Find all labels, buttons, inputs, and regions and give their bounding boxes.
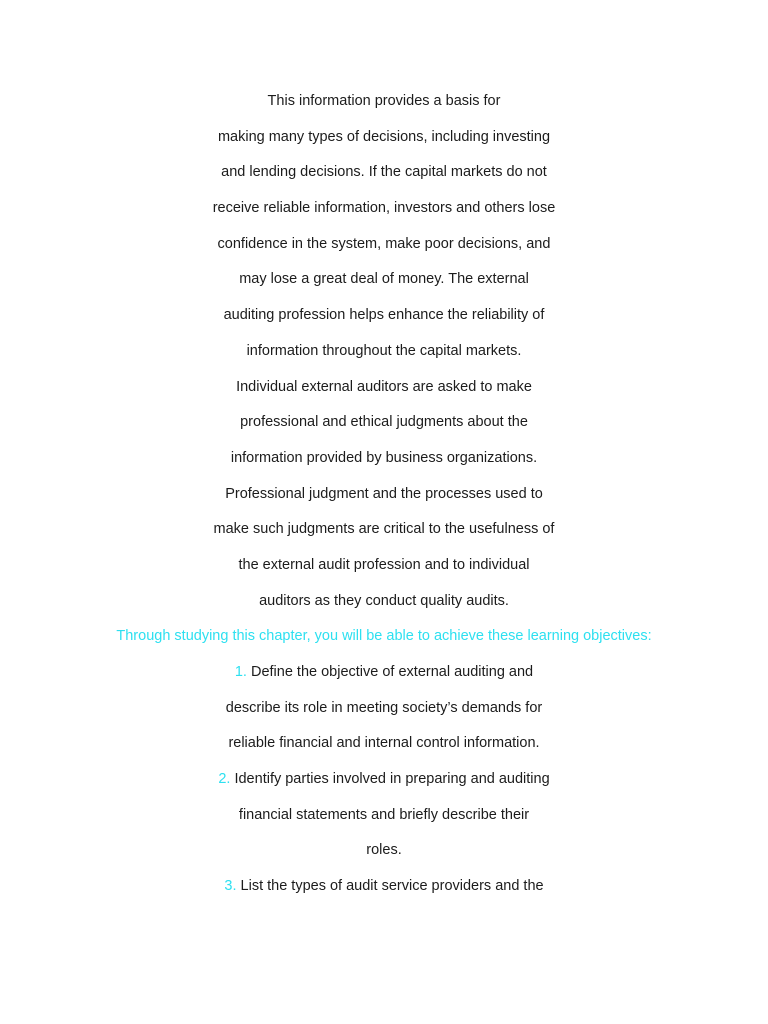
text-line: professional and ethical judgments about the [240, 414, 528, 431]
objective-line [0, 869, 768, 905]
text-line: may lose a great deal of money. The external [239, 271, 529, 288]
objective-line [0, 655, 768, 691]
objectives-list [0, 655, 768, 905]
intro-paragraph [0, 84, 768, 619]
objective-text: Identify parties involved in preparing and auditing [234, 771, 550, 788]
objective-line: reliable financial and internal control information. [228, 735, 540, 752]
objective-item-1 [0, 655, 768, 762]
objectives-heading: Through studying this chapter, you will be able to achieve these learning objectives: [116, 628, 652, 645]
objective-item-3 [0, 869, 768, 905]
objective-number: 3. [224, 878, 237, 895]
text-line: Professional judgment and the processes used to [225, 485, 543, 502]
text-line: and lending decisions. If the capital markets do not [221, 164, 547, 181]
objective-text: List the types of audit service providers and the [240, 878, 544, 895]
text-line: making many types of decisions, including investing [217, 128, 551, 145]
objective-number: 2. [218, 771, 231, 788]
text-line: information provided by business organizations. [230, 449, 538, 466]
text-line: auditors as they conduct quality audits. [259, 592, 509, 609]
document-page [0, 84, 768, 905]
objective-item-2 [0, 762, 768, 869]
objective-line: financial statements and briefly describe their [238, 806, 530, 823]
objective-line: roles. [366, 842, 402, 859]
objective-text: Define the objective of external auditing and [250, 664, 534, 680]
text-line: receive reliable information, investors and others lose [212, 200, 556, 217]
objective-number: 1. [234, 664, 247, 680]
objective-line [0, 762, 768, 798]
text-line: This information provides a basis for [267, 93, 501, 109]
text-line: confidence in the system, make poor decisions, and [217, 235, 551, 252]
text-line: auditing profession helps enhance the reliability of [223, 307, 545, 324]
text-line: information throughout the capital markets. [246, 342, 522, 359]
text-line: Individual external auditors are asked to make [236, 378, 532, 395]
text-line: make such judgments are critical to the usefulness of [213, 521, 555, 538]
text-line: the external audit profession and to individual [238, 556, 530, 573]
objective-line: describe its role in meeting society’s demands for [225, 699, 543, 716]
